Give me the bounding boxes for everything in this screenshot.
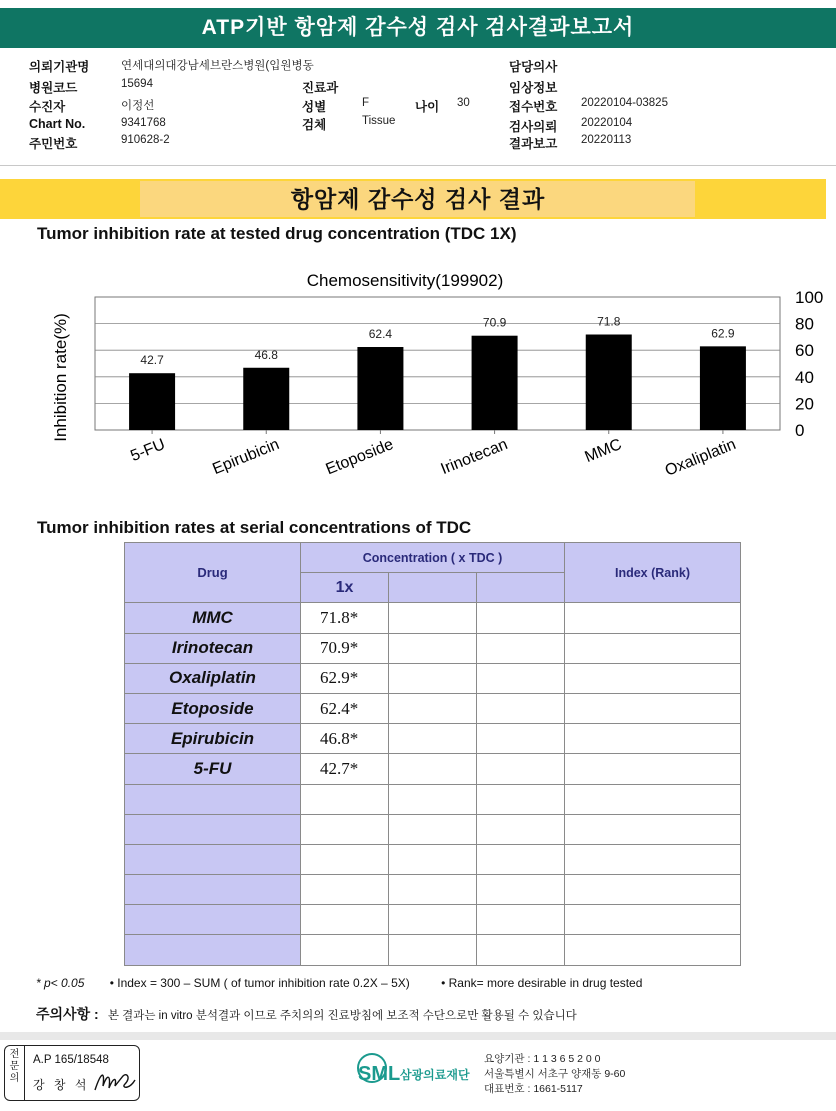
- drug-name: [125, 905, 301, 935]
- rate-cell: [477, 784, 565, 814]
- label-request-date: 검사의뢰: [509, 120, 558, 134]
- y-tick-label: 100: [795, 288, 824, 307]
- stamp-name: 강 창 석: [33, 1078, 90, 1092]
- y-tick-label: 60: [795, 341, 814, 361]
- drug-name: [125, 814, 301, 844]
- rate-1x: 71.8*: [301, 603, 389, 633]
- drug-name: Etoposide: [125, 693, 301, 723]
- table-row-empty: [125, 844, 741, 874]
- caution: [36, 1004, 577, 1024]
- x-tick-label: Epirubicin: [210, 435, 282, 479]
- index-rank-cell: [565, 754, 741, 784]
- rate-cell: [301, 814, 389, 844]
- x-tick-label: Oxaliplatin: [662, 435, 739, 480]
- rate-cell: [477, 814, 565, 844]
- rate-1x: 70.9*: [301, 633, 389, 663]
- label-report-date: 결과보고: [509, 137, 558, 151]
- table-row-empty: [125, 814, 741, 844]
- lab-address: [484, 1052, 625, 1097]
- footer-divider: [0, 1032, 836, 1040]
- drug-name: [125, 784, 301, 814]
- address-line-2: 서울특별시 서초구 양재동 9-60: [484, 1068, 626, 1080]
- bar-value-label: 70.9: [482, 315, 507, 330]
- index-rank-cell: [565, 844, 741, 874]
- section-banner: [0, 179, 826, 219]
- footnote: [36, 976, 642, 990]
- plot-frame: [95, 297, 780, 430]
- stamp-side-label: 전문의: [5, 1046, 25, 1100]
- caution-text: 본 결과는 in vitro 분석결과 이므로 주치의의 진료방침에 보조적 수단으로만 활용될 수 있습니다: [107, 1010, 577, 1022]
- rate-cell: [477, 633, 565, 663]
- rate-cell: [477, 935, 565, 965]
- rate-cell: [389, 724, 477, 754]
- table-row: [125, 603, 741, 633]
- rate-cell: [389, 663, 477, 693]
- rate-cell: [389, 875, 477, 905]
- value-hospital-code: 15694: [121, 78, 153, 90]
- x-tick-label: MMC: [582, 435, 625, 467]
- table-row: [125, 693, 741, 723]
- rate-cell: [389, 633, 477, 663]
- table-row-empty: [125, 784, 741, 814]
- chemosensitivity-chart: [30, 258, 830, 498]
- drug-name: [125, 935, 301, 965]
- bar-value-label: 46.8: [254, 347, 278, 362]
- rate-cell: [477, 603, 565, 633]
- footnote-index: • Index = 300 – SUM ( of tumor inhibition rate 0.2X – 5X): [109, 976, 410, 990]
- patient-info: [0, 50, 836, 166]
- header-index-rank: Index (Rank): [565, 543, 741, 603]
- chart-title: Chemosensitivity(199902): [306, 271, 504, 290]
- drug-name: Oxaliplatin: [125, 663, 301, 693]
- rate-cell: [477, 754, 565, 784]
- label-chart-no: Chart No.: [29, 117, 86, 131]
- y-tick-label: 80: [795, 314, 814, 334]
- table-row-empty: [125, 875, 741, 905]
- header-1x: 1x: [301, 573, 389, 603]
- bar: [357, 347, 403, 430]
- table-row: [125, 633, 741, 663]
- index-rank-cell: [565, 603, 741, 633]
- rate-cell: [301, 905, 389, 935]
- index-rank-cell: [565, 724, 741, 754]
- table-row: [125, 724, 741, 754]
- label-patient: 수진자: [29, 100, 66, 114]
- drug-name: 5-FU: [125, 754, 301, 784]
- index-rank-cell: [565, 693, 741, 723]
- bar: [243, 368, 289, 430]
- label-specimen: 검체: [302, 118, 327, 132]
- bar: [129, 373, 175, 430]
- rate-1x: 62.4*: [301, 693, 389, 723]
- chart-y-ticks: [795, 288, 823, 440]
- y-tick-label: 0: [795, 421, 805, 440]
- rate-cell: [389, 693, 477, 723]
- x-tick-label: 5-FU: [128, 435, 168, 466]
- rate-cell: [389, 844, 477, 874]
- sml-logo-text: SML: [358, 1063, 401, 1085]
- caution-label: 주의사항 :: [36, 1006, 99, 1022]
- address-line-3: 대표번호 : 1661-5117: [484, 1083, 583, 1095]
- footnote-rank: • Rank= more desirable in drug tested: [441, 976, 643, 990]
- rate-cell: [477, 724, 565, 754]
- rate-1x: 42.7*: [301, 754, 389, 784]
- label-doctor: 담당의사: [509, 60, 558, 74]
- value-specimen: Tissue: [362, 115, 396, 127]
- sml-logo: [356, 1052, 480, 1097]
- rate-cell: [301, 935, 389, 965]
- table-row-empty: [125, 905, 741, 935]
- index-rank-cell: [565, 663, 741, 693]
- rate-cell: [301, 844, 389, 874]
- footnote-p: * p< 0.05: [36, 976, 85, 990]
- label-resident-no: 주민번호: [29, 137, 78, 151]
- bar: [586, 335, 632, 430]
- index-rank-cell: [565, 784, 741, 814]
- rate-cell: [301, 784, 389, 814]
- rate-cell: [389, 784, 477, 814]
- value-request-date: 20220104: [581, 117, 633, 129]
- bar-value-label: 62.9: [711, 326, 735, 341]
- sml-logo-org: 삼광의료재단: [400, 1068, 470, 1082]
- bar: [472, 336, 518, 430]
- rate-cell: [389, 814, 477, 844]
- report-title: ATP기반 항암제 감수성 검사 검사결과보고서: [0, 8, 836, 48]
- rate-cell: [389, 603, 477, 633]
- header-conc-3: [477, 573, 565, 603]
- x-tick-label: Etoposide: [323, 435, 396, 479]
- index-rank-cell: [565, 875, 741, 905]
- chart-bars: [129, 315, 746, 430]
- index-rank-cell: [565, 814, 741, 844]
- heading-serial: Tumor inhibition rates at serial concentrations of TDC: [37, 518, 472, 537]
- serial-concentration-table: [124, 542, 741, 966]
- value-institution: 연세대의대강남세브란스병원(입원병동: [121, 60, 314, 72]
- drug-name: Epirubicin: [125, 724, 301, 754]
- chart-y-axis-label: Inhibition rate(%): [51, 313, 70, 442]
- value-age: 30: [457, 97, 470, 109]
- label-sex: 성별: [302, 100, 327, 114]
- rate-cell: [389, 905, 477, 935]
- drug-name: Irinotecan: [125, 633, 301, 663]
- drug-name: MMC: [125, 603, 301, 633]
- rate-cell: [389, 935, 477, 965]
- table-row-empty: [125, 935, 741, 965]
- value-report-date: 20220113: [581, 134, 632, 146]
- rate-1x: 62.9*: [301, 663, 389, 693]
- label-receipt-no: 접수번호: [509, 100, 558, 114]
- bar-value-label: 42.7: [140, 353, 164, 368]
- value-chart-no: 9341768: [121, 117, 166, 129]
- y-tick-label: 20: [795, 394, 814, 414]
- index-rank-cell: [565, 633, 741, 663]
- sml-logo-icon: [356, 1052, 480, 1092]
- chart-grid: [95, 297, 780, 434]
- section-title: 항암제 감수성 검사 결과: [290, 186, 546, 212]
- rate-cell: [477, 693, 565, 723]
- index-rank-cell: [565, 905, 741, 935]
- signature-icon: [93, 1068, 137, 1094]
- y-tick-label: 40: [795, 367, 814, 387]
- bar: [700, 346, 746, 430]
- rate-1x: 46.8*: [301, 724, 389, 754]
- header-drug: Drug: [125, 543, 301, 603]
- pathologist-stamp: [4, 1045, 140, 1101]
- label-hospital-code: 병원코드: [29, 81, 78, 95]
- bar-value-label: 62.4: [368, 327, 393, 342]
- drug-name: [125, 875, 301, 905]
- value-patient: 이정선: [121, 100, 155, 112]
- label-institution: 의뢰기관명: [29, 60, 90, 74]
- rate-cell: [477, 875, 565, 905]
- value-sex: F: [362, 97, 370, 109]
- heading-tdc: Tumor inhibition rate at tested drug concentration (TDC 1X): [37, 224, 517, 243]
- label-age: 나이: [415, 100, 440, 114]
- stamp-ap-number: A.P 165/18548: [33, 1054, 109, 1066]
- chart-x-labels: [128, 436, 738, 480]
- x-tick-label: Irinotecan: [438, 435, 511, 479]
- rate-cell: [477, 905, 565, 935]
- label-department: 진료과: [302, 81, 339, 95]
- address-line-1: 요양기관 : 1 1 3 6 5 2 0 0: [484, 1053, 601, 1065]
- rate-cell: [477, 663, 565, 693]
- rate-cell: [301, 875, 389, 905]
- index-rank-cell: [565, 935, 741, 965]
- value-receipt-no: 20220104-03825: [581, 97, 668, 109]
- bar-value-label: 71.8: [597, 314, 621, 329]
- header-conc-2: [389, 573, 477, 603]
- value-resident-no: 910628-2: [121, 134, 170, 146]
- rate-cell: [389, 754, 477, 784]
- header-concentration: Concentration ( x TDC ): [301, 543, 565, 573]
- rate-cell: [477, 844, 565, 874]
- table-row: [125, 663, 741, 693]
- label-clinical-info: 임상정보: [509, 81, 558, 95]
- table-row: [125, 754, 741, 784]
- drug-name: [125, 844, 301, 874]
